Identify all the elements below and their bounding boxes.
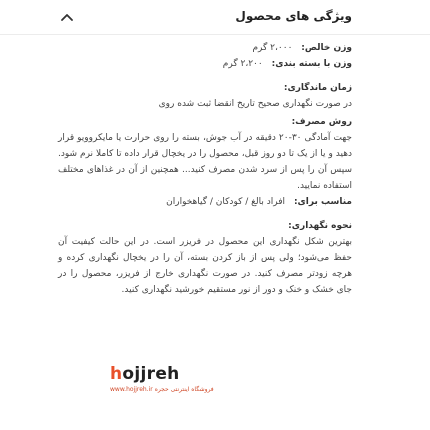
spec-value: ۲،۰۰۰ گرم <box>252 43 293 53</box>
logo-rest: ojjreh <box>122 364 180 384</box>
suitable-label: مناسب برای: <box>293 197 352 207</box>
spec-label: وزن با بسته بندی: <box>271 59 352 69</box>
usage-text: جهت آمادگی ۳۰-۲۰ دقیقه در آب جوش، بسته را روی حرارت یا مایکروویو قرار دهید و یا از یک تا دو روز قبل، محصول را در یخچال قرار داده تا کاملا نرم شود. سپس آن را پس از سرد شدن مصرف کنید... همچنین از آن در غذاهای مختلف استفاده نمایید. <box>58 133 352 191</box>
shelf-life-text: در صورت نگهداری صحیح تاریخ انقضا ثبت شده روی <box>158 99 352 109</box>
logo-first-letter: h <box>110 364 123 384</box>
collapse-button[interactable] <box>58 8 76 26</box>
spec-label: وزن خالص: <box>301 43 352 53</box>
spec-net-weight <box>58 40 352 56</box>
chevron-up-icon <box>61 13 73 21</box>
suitable-value: افراد بالغ / کودکان / گیاهخواران <box>166 197 286 207</box>
usage-title: روش مصرف: <box>291 117 352 127</box>
storage-text: بهترین شکل نگهداری این محصول در فریزر است. در این حالت کیفیت آن حفظ می‌شود؛ ولی پس از باز کردن بسته، آن را در یخچال نگهداری کرده و هرچه زودتر مصرف کنید. در صورت نگهداری خارج از فریزر، محصول را در جای خشک و خنک و دور از نور مستقیم خورشید نگهداری کنید. <box>58 237 352 295</box>
storage-title: نحوه نگهداری: <box>288 221 352 231</box>
suitable-for <box>58 194 352 210</box>
section-title: ویژگی های محصول <box>235 9 352 23</box>
spec-weight-with-package <box>58 56 352 72</box>
logo-wordmark <box>110 364 230 384</box>
shelf-life-title: زمان ماندگاری: <box>283 83 352 93</box>
section-header <box>0 0 430 35</box>
logo-tagline <box>110 386 230 393</box>
spec-value: ۲،۲۰۰ گرم <box>222 59 263 69</box>
hojjreh-logo <box>110 364 230 424</box>
logo-store-name: فروشگاه اینترنتی حجره <box>154 386 214 393</box>
logo-url: www.hojjreh.ir <box>110 386 153 393</box>
